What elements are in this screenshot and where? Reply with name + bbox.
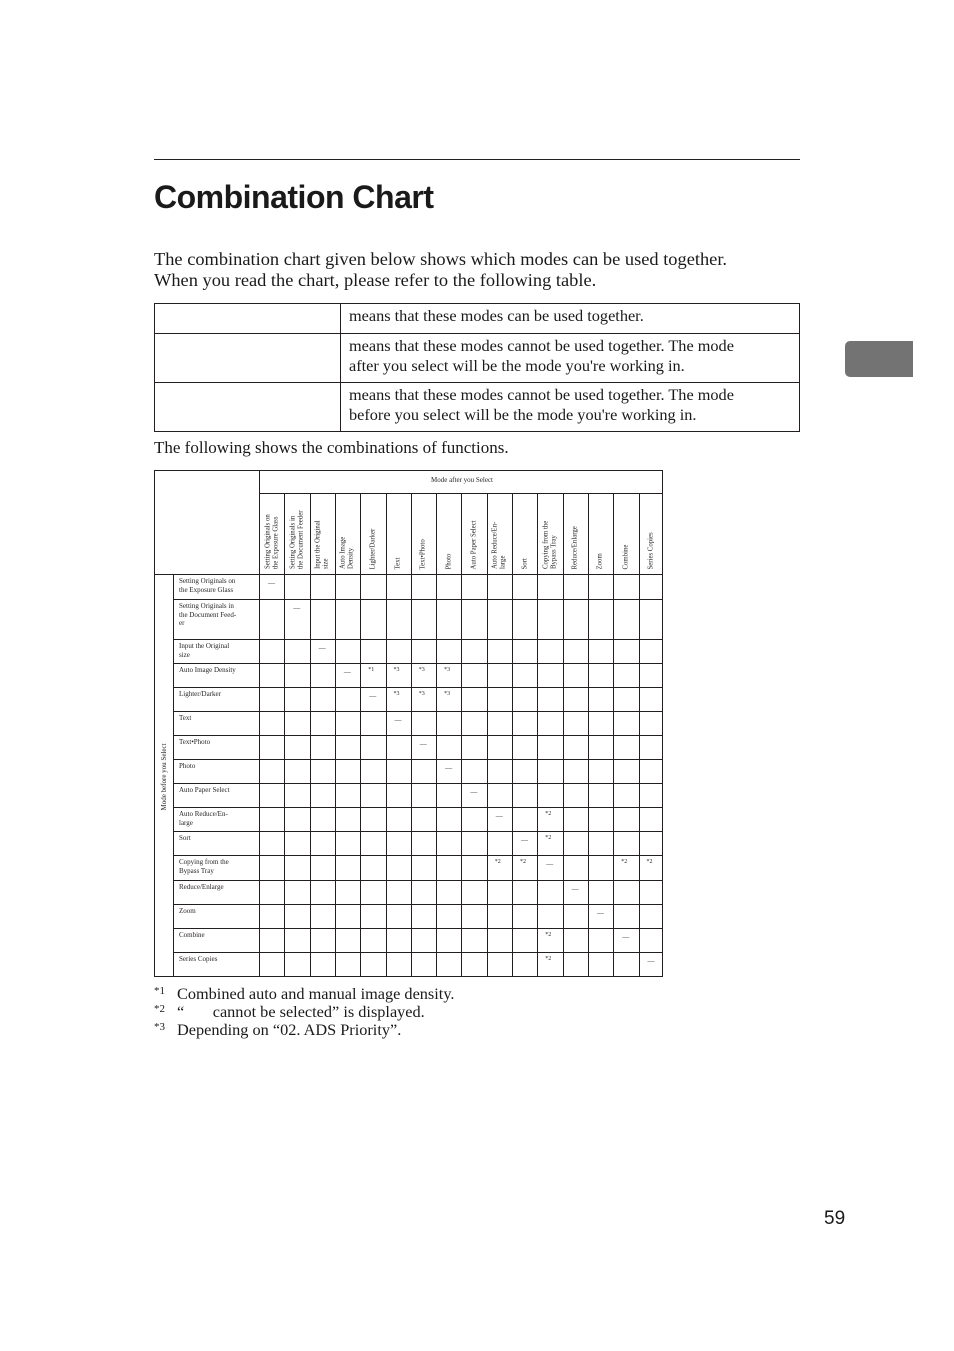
column-header-label: Text — [394, 557, 402, 569]
row-header: Auto Reduce/En- large — [179, 810, 228, 827]
column-header — [310, 495, 335, 573]
column-header-label: Setting Originals in the Document Feeder — [289, 510, 304, 569]
grid-line — [173, 855, 662, 856]
same-mode-dash: — — [343, 668, 351, 676]
same-mode-dash: — — [445, 764, 453, 772]
same-mode-dash: — — [318, 644, 326, 652]
footnote — [154, 1002, 754, 1020]
combinations-subheading: The following shows the combinations of functions. — [154, 438, 509, 457]
footnote-ref: *3 — [393, 691, 400, 697]
column-header — [512, 495, 537, 573]
grid-line — [173, 952, 662, 953]
legend-symbol — [155, 334, 341, 383]
footnote-ref: *2 — [520, 859, 526, 865]
row-header: Text•Photo — [179, 738, 211, 746]
row-header: Input the Original size — [179, 642, 230, 659]
row-header: Copying from the Bypass Tray — [179, 858, 229, 875]
column-header — [613, 495, 638, 573]
same-mode-dash: — — [419, 740, 427, 748]
mode-after-label: Mode after you Select — [430, 476, 493, 484]
row-header: Sort — [179, 834, 191, 842]
footnote-ref: *3 — [418, 691, 425, 697]
same-mode-dash: — — [521, 836, 528, 844]
intro-paragraph — [154, 249, 804, 291]
column-header-label: Text•Photo — [419, 538, 427, 569]
page-title: Combination Chart — [154, 179, 434, 215]
same-mode-dash: — — [268, 579, 275, 587]
legend-text: means that these modes can be used together. — [341, 304, 800, 334]
footnote-text: Depending on “02. ADS Priority”. — [177, 1020, 402, 1039]
column-header — [487, 495, 512, 573]
column-header-label: Zoom — [596, 552, 604, 569]
column-header-label: Sort — [520, 557, 528, 569]
chapter-tab — [845, 341, 913, 377]
column-header — [461, 495, 486, 573]
page-number: 59 — [824, 1208, 846, 1229]
same-mode-dash: — — [596, 909, 604, 917]
combination-chart — [154, 470, 663, 977]
legend-symbol — [155, 383, 341, 432]
same-mode-dash: — — [369, 692, 377, 700]
legend-symbol — [155, 304, 341, 334]
column-header — [284, 495, 309, 573]
same-mode-dash: — — [571, 885, 579, 893]
footnotes — [154, 984, 754, 1038]
legend-row — [155, 383, 800, 432]
footnote-ref: *2 — [646, 859, 653, 865]
grid-line — [173, 880, 662, 881]
column-header-label: Auto Paper Select — [470, 519, 478, 569]
footnote-ref: *2 — [494, 859, 501, 865]
footnote-ref: *2 — [545, 956, 552, 962]
grid-line — [173, 831, 662, 832]
column-header — [537, 495, 562, 573]
grid-line — [173, 574, 174, 976]
footnote-mark: *2 — [154, 1003, 165, 1015]
column-header-label: Reduce/Enlarge — [571, 525, 579, 569]
row-header: Reduce/Enlarge — [179, 883, 224, 891]
footnote-ref: *2 — [545, 932, 552, 938]
row-header: Text — [179, 714, 192, 722]
grid-line — [173, 687, 662, 688]
grid-line — [173, 807, 662, 808]
column-header — [386, 495, 411, 573]
same-mode-dash: — — [647, 957, 655, 965]
footnote-text: Combined auto and manual image density. — [177, 984, 455, 1003]
column-header-label: Copying from the Bypass Tray — [542, 520, 557, 569]
row-header: Lighter/Darker — [179, 690, 221, 698]
legend-text: means that these modes cannot be used together. The mode before you select will be the mode you're working in. — [341, 383, 800, 432]
footnote-mark: *1 — [154, 985, 165, 997]
same-mode-dash: — — [622, 933, 630, 941]
column-header-label: Series Copies — [647, 531, 655, 569]
column-header — [639, 495, 664, 573]
top-rule — [154, 159, 800, 160]
column-header — [360, 495, 385, 573]
footnote-ref: *3 — [444, 667, 451, 673]
grid-line — [173, 928, 662, 929]
column-header-label: Combine — [621, 544, 629, 569]
legend-text: means that these modes cannot be used together. The mode after you select will be the mode you're working in. — [341, 334, 800, 383]
column-header — [563, 495, 588, 573]
row-header: Photo — [179, 762, 196, 770]
footnote-ref: *2 — [545, 835, 552, 841]
column-header — [259, 495, 284, 573]
row-header: Zoom — [179, 907, 196, 915]
same-mode-dash: — — [546, 860, 554, 868]
grid-line — [173, 663, 662, 664]
column-header — [335, 495, 360, 573]
intro-line-1: The combination chart given below shows which modes can be used together. — [154, 249, 728, 269]
legend-row — [155, 334, 800, 383]
same-mode-dash: — — [293, 604, 301, 612]
row-header: Auto Paper Select — [179, 786, 230, 794]
footnote-ref: *2 — [545, 811, 552, 817]
row-header: Combine — [179, 931, 205, 939]
row-header: Setting Originals in the Document Feed- er — [179, 602, 237, 627]
footnote-ref: *2 — [621, 859, 628, 865]
column-header-label: Auto Reduce/En- large — [491, 521, 507, 569]
footnote-ref: *3 — [418, 667, 425, 673]
grid-line — [173, 639, 662, 640]
footnote-text: “ cannot be selected” is displayed. — [177, 1002, 425, 1021]
row-header: Setting Originals on the Exposure Glass — [179, 577, 236, 594]
footnote-ref: *3 — [444, 691, 451, 697]
column-header-label: Input the Original size — [314, 520, 330, 569]
same-mode-dash: — — [495, 812, 503, 820]
column-header — [588, 495, 613, 573]
row-header: Auto Image Density — [179, 666, 236, 674]
footnote — [154, 984, 754, 1002]
same-mode-dash: — — [394, 716, 402, 724]
column-header — [436, 495, 461, 573]
column-header-label: Auto Image Density — [339, 536, 355, 569]
grid-line — [173, 735, 662, 736]
legend-row — [155, 304, 800, 334]
row-header: Series Copies — [179, 955, 218, 963]
grid-line — [155, 574, 662, 575]
intro-line-2: When you read the chart, please refer to the following table. — [154, 270, 597, 290]
mode-before-label — [155, 575, 173, 978]
footnote — [154, 1020, 754, 1038]
same-mode-dash: — — [470, 788, 478, 796]
footnote-ref: *1 — [368, 667, 375, 673]
column-header — [411, 495, 436, 573]
column-header-label: Photo — [444, 553, 452, 569]
footnote-ref: *3 — [393, 667, 400, 673]
column-header-label: Setting Originals on the Exposure Glass — [264, 514, 279, 569]
legend-table — [154, 303, 800, 432]
grid-line — [173, 783, 662, 784]
mode-before-text: Mode before you Select — [160, 742, 168, 811]
grid-line — [173, 711, 662, 712]
grid-line — [173, 904, 662, 905]
column-header-label: Lighter/Darker — [368, 528, 376, 569]
footnote-mark: *3 — [154, 1021, 165, 1033]
grid-line — [173, 599, 662, 600]
grid-line — [173, 759, 662, 760]
